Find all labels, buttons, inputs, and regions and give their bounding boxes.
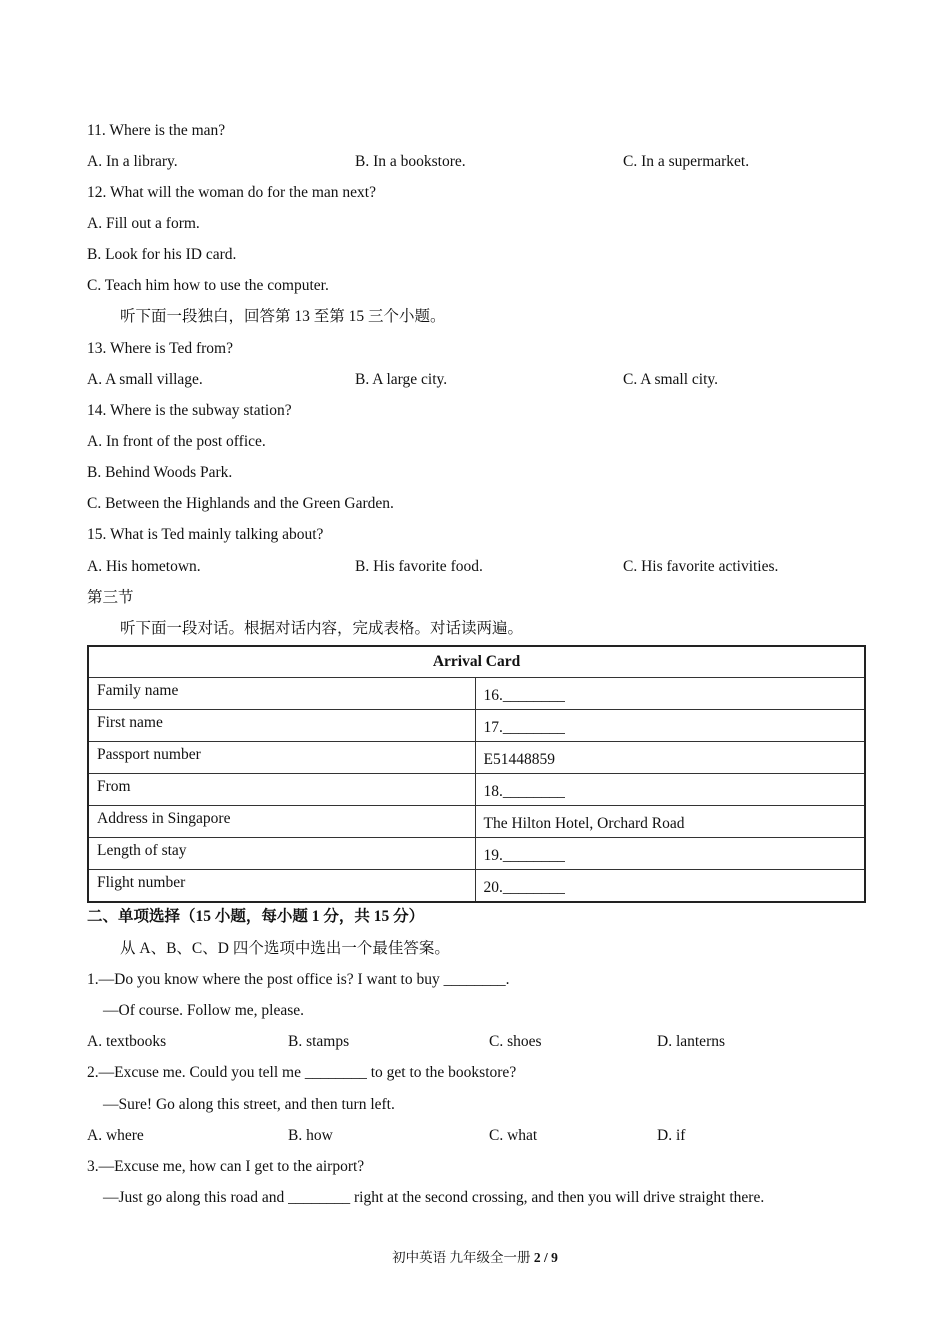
table-row	[88, 678, 865, 710]
section-3-instruction: 听下面一段对话。根据对话内容，完成表格。对话读两遍。	[120, 620, 524, 637]
table-row	[88, 870, 865, 903]
row-label-first-name: First name	[88, 710, 475, 742]
mc-3-line-2: —Just go along this road and ________ right at the second crossing, and then you will drive straight there.	[103, 1189, 765, 1206]
mc-2-line-2: —Sure! Go along this street, and then turn left.	[103, 1096, 395, 1113]
mc1-option-a[interactable]: A. textbooks	[87, 1033, 167, 1050]
question-15-stem: 15. What is Ted mainly talking about?	[87, 526, 324, 543]
row-label-from: From	[88, 774, 475, 806]
q13-option-b[interactable]: B. A large city.	[355, 371, 448, 388]
footer-subject: 初中英语 九年级全一册	[392, 1250, 531, 1265]
part-2-instruction: 从 A、B、C、D 四个选项中选出一个最佳答案。	[120, 940, 450, 957]
mc-2-line-1: 2.—Excuse me. Could you tell me ________ to get to the bookstore?	[87, 1064, 517, 1081]
row-label-family-name: Family name	[88, 678, 475, 710]
q13-option-a[interactable]: A. A small village.	[87, 371, 203, 388]
blank-17[interactable]: 17.________	[475, 710, 865, 742]
mc-1-line-2: —Of course. Follow me, please.	[103, 1002, 305, 1019]
row-label-address: Address in Singapore	[88, 806, 475, 838]
mc2-option-a[interactable]: A. where	[87, 1127, 144, 1144]
row-label-passport-number: Passport number	[88, 742, 475, 774]
blank-18[interactable]: 18.________	[475, 774, 865, 806]
mc-3-line-1: 3.—Excuse me, how can I get to the airport?	[87, 1158, 365, 1175]
arrival-card-title: Arrival Card	[88, 646, 865, 678]
instruction-13-15: 听下面一段独白，回答第 13 至第 15 三个小题。	[120, 308, 446, 325]
q11-option-b[interactable]: B. In a bookstore.	[355, 153, 466, 170]
blank-19[interactable]: 19.________	[475, 838, 865, 870]
question-12-stem: 12. What will the woman do for the man next?	[87, 184, 376, 201]
mc-1-line-1: 1.—Do you know where the post office is? I want to buy ________.	[87, 971, 510, 988]
q12-option-a[interactable]: A. Fill out a form.	[87, 215, 200, 232]
mc2-option-c[interactable]: C. what	[489, 1127, 538, 1144]
question-13-stem: 13. Where is Ted from?	[87, 340, 233, 357]
q14-option-b[interactable]: B. Behind Woods Park.	[87, 464, 233, 481]
row-label-length-of-stay: Length of stay	[88, 838, 475, 870]
q15-option-c[interactable]: C. His favorite activities.	[623, 558, 779, 575]
mc2-option-b[interactable]: B. how	[288, 1127, 333, 1144]
q11-option-c[interactable]: C. In a supermarket.	[623, 153, 750, 170]
arrival-card-table	[87, 645, 866, 903]
q13-option-c[interactable]: C. A small city.	[623, 371, 719, 388]
row-label-flight-number: Flight number	[88, 870, 475, 903]
blank-20[interactable]: 20.________	[475, 870, 865, 903]
mc1-option-d[interactable]: D. lanterns	[657, 1033, 726, 1050]
q12-option-c[interactable]: C. Teach him how to use the computer.	[87, 277, 329, 294]
q12-option-b[interactable]: B. Look for his ID card.	[87, 246, 237, 263]
blank-16[interactable]: 16.________	[475, 678, 865, 710]
part-2-heading: 二、单项选择（15 小题，每小题 1 分，共 15 分）	[87, 908, 425, 925]
page-footer	[0, 1246, 950, 1266]
footer-page-number: 2 / 9	[533, 1250, 558, 1265]
q14-option-c[interactable]: C. Between the Highlands and the Green Garden.	[87, 495, 394, 512]
q15-option-a[interactable]: A. His hometown.	[87, 558, 201, 575]
table-row	[88, 710, 865, 742]
question-14-stem: 14. Where is the subway station?	[87, 402, 292, 419]
table-row	[88, 742, 865, 774]
table-row	[88, 774, 865, 806]
passport-number-value: E51448859	[475, 742, 865, 774]
q11-option-a[interactable]: A. In a library.	[87, 153, 178, 170]
address-value: The Hilton Hotel, Orchard Road	[475, 806, 865, 838]
question-11-stem: 11. Where is the man?	[87, 122, 226, 139]
table-row	[88, 838, 865, 870]
q15-option-b[interactable]: B. His favorite food.	[355, 558, 483, 575]
mc1-option-b[interactable]: B. stamps	[288, 1033, 350, 1050]
q14-option-a[interactable]: A. In front of the post office.	[87, 433, 266, 450]
table-row	[88, 806, 865, 838]
section-3-heading: 第三节	[87, 589, 134, 606]
mc2-option-d[interactable]: D. if	[657, 1127, 686, 1144]
mc1-option-c[interactable]: C. shoes	[489, 1033, 542, 1050]
